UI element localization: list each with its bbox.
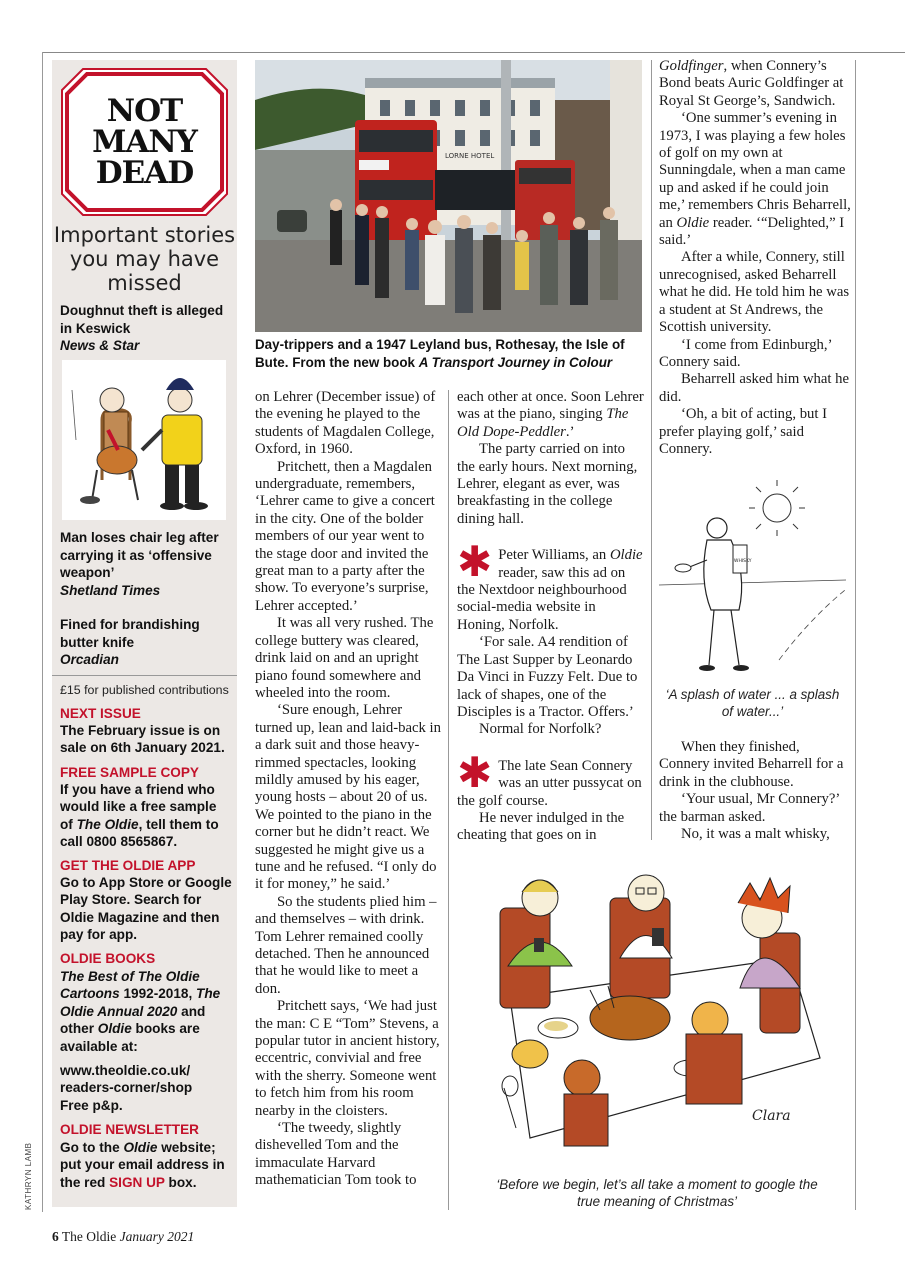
sign-up-link[interactable]: SIGN UP — [109, 1174, 165, 1190]
story-headline: Fined for brandishing butter knife — [60, 617, 200, 650]
story-source: Orcadian — [60, 652, 119, 667]
column-rule-2 — [651, 60, 652, 840]
golfer-caption: ‘A splash of water ... a splash of water...’ — [665, 687, 840, 719]
fee-note: £15 for published contributions — [60, 683, 229, 697]
newsletter-heading: OLDIE NEWSLETTER — [60, 1122, 199, 1137]
paragraph: ‘Oh, a bit of acting, but I prefer playing golf,’ said Connery. — [659, 406, 828, 457]
paragraph: ‘For sale. A4 rendition of The Last Supper by Leonardo Da Vinci in Fuzzy Felt. Due to lack of shapes, one of the Disciples is a Tractor. Offers.’ — [457, 634, 638, 720]
badge-line-3: DEAD — [95, 155, 194, 191]
oldie-books-link[interactable]: www.theoldie.co.uk/ readers-corner/shop — [60, 1063, 193, 1096]
christmas-cartoon-caption: ‘Before we begin, let’s all take a moment to google the true meaning of Christmas’ — [496, 1177, 818, 1209]
oldie-books-heading: OLDIE BOOKS — [60, 951, 156, 966]
paragraph: Pritchett, then a Magdalen undergraduate, remembers, ‘Lehrer came to give a concert in the city. One of the bolder members of our year went to the stage door and invited the great man to a party after the show. To everyone’s surprise, Lehrer accepted.’ — [255, 458, 435, 614]
paragraph: Beharrell asked him what he did. — [659, 371, 850, 405]
page-number: 6 — [52, 1229, 59, 1244]
paragraph: ‘The tweedy, slightly dishevelled Tom and the immaculate Harvard mathematician Tom took to — [255, 1120, 417, 1189]
story-item — [60, 616, 232, 669]
story-source: Shetland Times — [60, 582, 161, 598]
paragraph: Goldfinger, when Connery’s Bond beats Auric Goldfinger at Royal St George’s, Sandwich. — [659, 58, 844, 109]
oldie-books-free: Free p&p. — [60, 1098, 123, 1113]
asterisk-icon: ✱ — [457, 537, 493, 587]
issue-date: January 2021 — [119, 1229, 195, 1244]
paragraph: ‘I come from Edinburgh,’ Connery said. — [659, 336, 832, 370]
story-headline: Man loses chair leg after carrying it as ‘offensive weapon’ — [60, 530, 219, 580]
not-many-dead-badge — [61, 68, 228, 216]
svg-text:WHISKY: WHISKY — [734, 559, 752, 564]
article-column-1 — [255, 389, 443, 1190]
paragraph: on Lehrer (December issue) of the evening he played to the students of Magdalen College, Oxford, in 1960. — [255, 389, 436, 458]
sample-copy-body: If you have a friend who would like a free sample of The Oldie, tell them to call 0800 8565867. — [60, 782, 219, 850]
page-footer — [52, 1229, 194, 1245]
sidebar-rule — [52, 675, 237, 676]
sidebar — [52, 60, 237, 1207]
next-issue-body: The February issue is on sale on 6th January 2021. — [60, 723, 225, 756]
cartoon-signature: Clara — [752, 1108, 791, 1124]
paragraph: After a while, Connery, still unrecognised, asked Beharrell what he did. He told him he was a student at St Andrews, the Scottish university. — [659, 249, 850, 336]
oldie-books-body: The Best of The Oldie Cartoons 1992-2018, The Oldie Annual 2020 and other Oldie books are available at: — [60, 969, 221, 1054]
newsletter-body: Go to the Oldie website; put your email address in the red SIGN UP box. — [60, 1140, 225, 1190]
left-rule — [42, 52, 43, 1212]
oldie-app-heading: GET THE OLDIE APP — [60, 858, 196, 873]
sample-copy-heading: FREE SAMPLE COPY — [60, 765, 199, 780]
top-rule — [42, 52, 905, 53]
paragraph: When they finished, Connery invited Beharrell for a drink in the clubhouse. — [659, 739, 844, 790]
story-item — [60, 302, 232, 355]
golfer-cartoon-drawing — [659, 480, 846, 676]
column-rule-3 — [855, 60, 856, 1210]
photo-caption: Day-trippers and a 1947 Leyland bus, Rothesay, the Isle of Bute. From the new book A Transport Journey in Colour — [255, 337, 625, 370]
oldie-app-body: Go to App Store or Google Play Store. Search for Oldie Magazine and then pay for app. — [60, 875, 232, 943]
illustrator-credit: KATHRYN LAMB — [24, 1142, 33, 1210]
paragraph: The party carried on into the early hours. Next morning, Lehrer, elegant as ever, was breakfasting in the college dining hall. — [457, 441, 638, 527]
story-source: News & Star — [60, 338, 140, 353]
paragraph: ‘One summer’s evening in 1973, I was playing a few holes of golf on my own at Sunningdale, when a man came up and asked if he could join me,’ remembers Chris Beharrell, an Oldie reader. ‘“Delighted,” I said.’ — [659, 110, 851, 249]
paragraph: ‘Sure enough, Lehrer turned up, lean and laid-back in a dark suit and those heavy-rimmed spectacles, looking mildly amused by his eager, young hosts – about 20 of us. We pointed to the piano in the corner but he didn’t react. We suggested he might give us a tune and he refused. “I only do it for money,” he said.’ — [255, 702, 441, 893]
christmas-cartoon-drawing — [490, 858, 830, 1170]
paragraph: ✱ The late Sean Connery was an utter pussycat on the golf course. — [457, 747, 642, 809]
paragraph: No, it was a malt whisky, — [681, 826, 830, 843]
badge-line-2: MANY — [92, 124, 197, 160]
rothesay-photo-image — [255, 60, 642, 332]
badge-line-1: NOT — [106, 93, 183, 129]
magazine-name: The Oldie — [61, 1229, 117, 1244]
asterisk-icon: ✱ — [457, 747, 493, 797]
paragraph: He never indulged in the cheating that goes on in — [457, 809, 625, 844]
paragraph: So the students plied him – and themselves – with drink. Tom Lehrer remained coolly detached. Then he announced that he would like to meet a don. — [255, 893, 437, 997]
paragraph: each other at once. Soon Lehrer was at the piano, singing The Old Dope-Peddler.’ — [457, 389, 644, 440]
article-column-3 — [659, 58, 851, 458]
police-cartoon-drawing — [62, 360, 226, 520]
christmas-cartoon — [490, 858, 830, 1170]
next-issue-heading: NEXT ISSUE — [60, 706, 141, 721]
article-column-2 — [457, 389, 645, 845]
golfer-cartoon — [659, 480, 846, 676]
paragraph: It was all very rushed. The college buttery was cleared, drink laid on and an upright piano found somewhere and wheeled into the room. — [255, 615, 434, 701]
police-cartoon — [62, 360, 226, 520]
paragraph: ✱ Peter Williams, an Oldie reader, saw this ad on the Nextdoor neighbourhood social-media website in Honing, Norfolk. — [457, 537, 643, 633]
rothesay-photo — [255, 60, 642, 332]
hotel-sign: LORNE HOTEL — [445, 152, 495, 160]
paragraph: Pritchett says, ‘We had just the man: C E “Tom” Stevens, a popular tutor in ancient history, eccentric, convivial and free with the sherry. Someone went to fetch him from his room nearby in the cloisters. — [255, 998, 440, 1119]
sidebar-subtitle: Important stories you may have missed — [53, 223, 236, 295]
story-headline: Doughnut theft is alleged in Keswick — [60, 303, 224, 336]
paragraph: ‘Your usual, Mr Connery?’ the barman asked. — [659, 791, 840, 825]
paragraph: Normal for Norfolk? — [479, 721, 602, 738]
story-item — [60, 529, 232, 599]
article-column-3-continued — [659, 739, 851, 843]
column-rule-1 — [448, 390, 449, 1210]
